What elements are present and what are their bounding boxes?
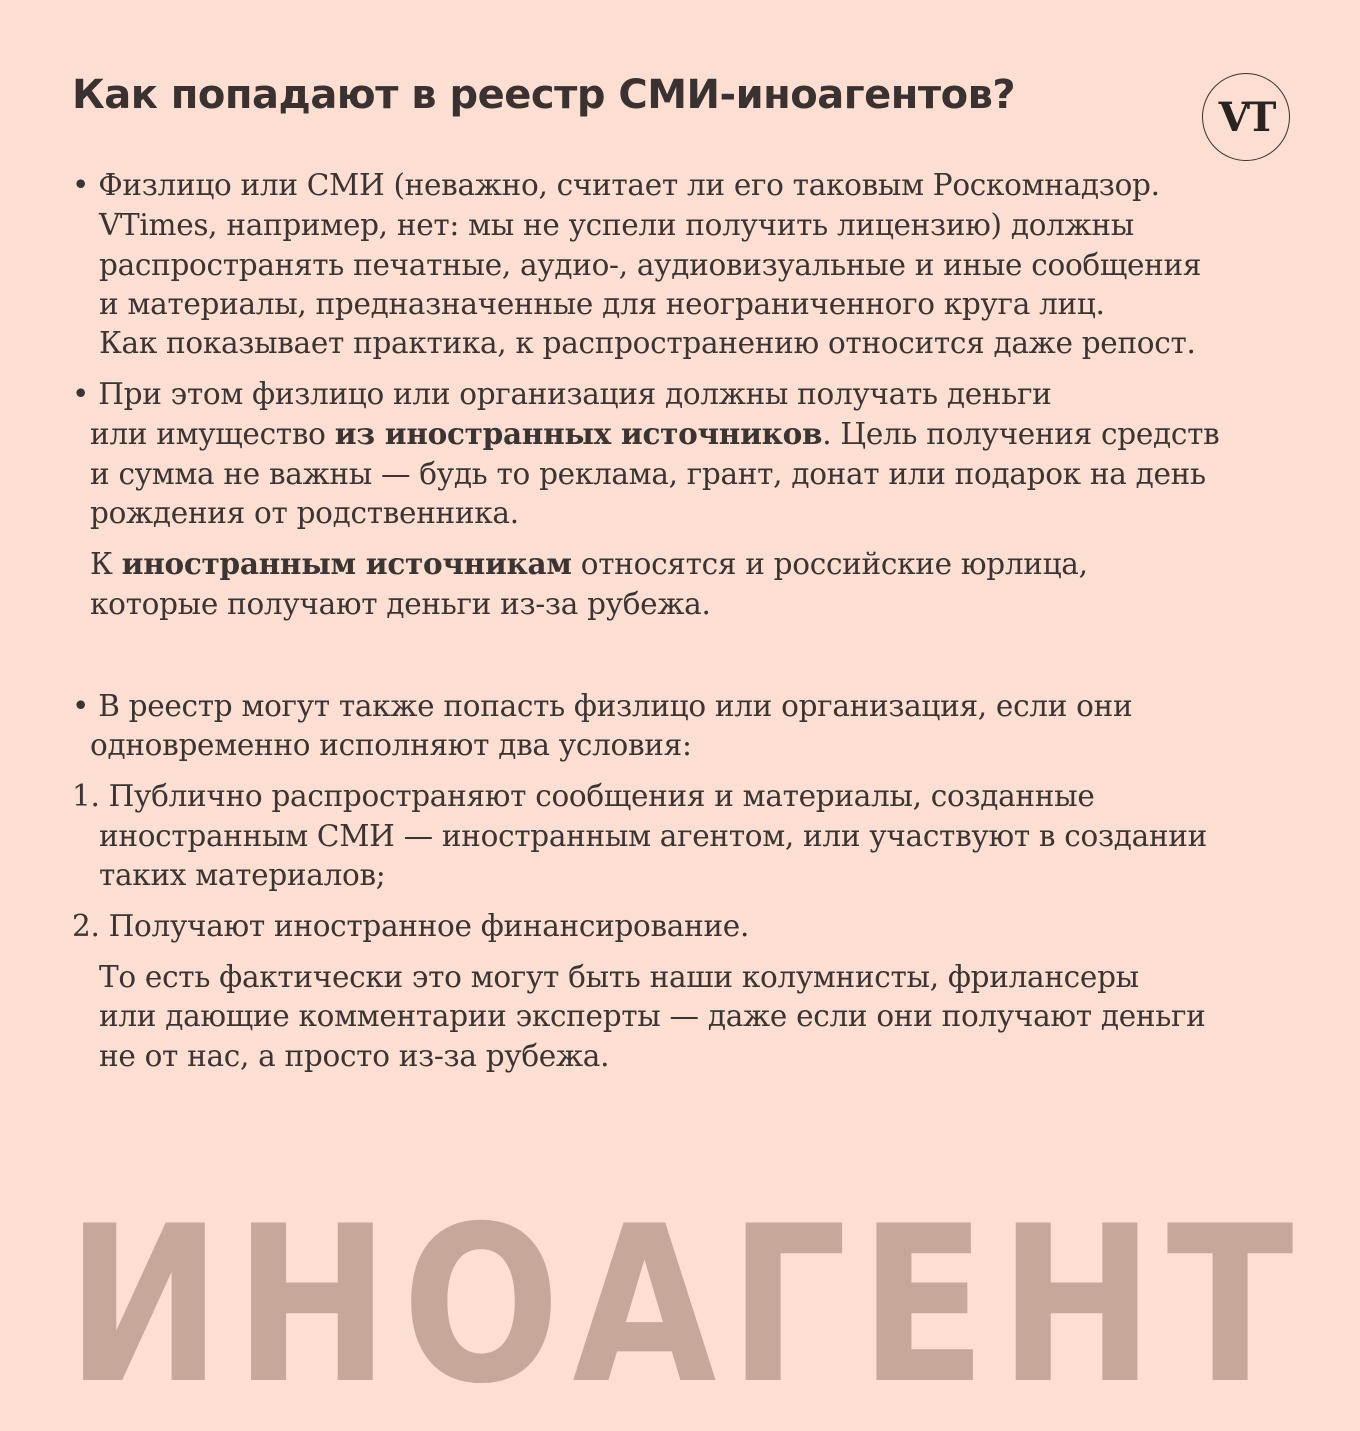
- note-emphasis: иностранным источникам: [121, 546, 572, 581]
- condition-1-line-1: [72, 776, 1094, 816]
- bullet-3-line-2: одновременно исполняют два условия:: [90, 728, 692, 762]
- condition-1-text: Публично распространяют сообщения и материалы, созданные: [108, 779, 1095, 813]
- condition-1-line-2: иностранным СМИ — иностранным агентом, или участвуют в создании: [99, 819, 1208, 853]
- conclusion-line-1: То есть фактически это могут быть наши колумнисты, фрилансеры: [99, 960, 1139, 994]
- bullet-2-note-line-2: которые получают деньги из-за рубежа.: [90, 587, 711, 621]
- condition-number: 1.: [72, 779, 100, 813]
- bullet-1-line-1: [72, 165, 1160, 205]
- bullet-3-line-1: [72, 686, 1132, 726]
- bullet-2-line-3: и сумма не важны — будь то реклама, грант, донат или подарок на день: [90, 457, 1206, 491]
- condition-2-text: Получают иностранное финансирование.: [108, 909, 750, 943]
- bullet-marker: •: [72, 689, 90, 723]
- bullet-2-text-after: . Цель получения средств: [822, 417, 1220, 451]
- condition-2-line-1: [72, 906, 749, 946]
- bullet-2-note-line-1: [90, 544, 1088, 584]
- conclusion-line-2: или дающие комментарии эксперты — даже если они получают деньги: [99, 999, 1206, 1033]
- bullet-2-line-2: [90, 414, 1219, 454]
- bullet-1-line-4: и материалы, предназначенные для неограниченного круга лиц.: [99, 287, 1105, 321]
- bullet-2-line-1: [72, 374, 1052, 414]
- bullet-2-line-4: рождения от родственника.: [90, 496, 519, 530]
- condition-number: 2.: [72, 909, 100, 943]
- bullet-marker: •: [72, 168, 90, 202]
- bullet-2-emphasis: из иностранных источников: [334, 416, 823, 451]
- bullet-2-text-before: или имущество: [90, 417, 335, 451]
- conclusion-line-3: не от нас, а просто из-за рубежа.: [99, 1039, 610, 1073]
- bullet-3-text: В реестр могут также попасть физлицо или организация, если они: [98, 689, 1133, 723]
- condition-1-line-3: таких материалов;: [99, 858, 386, 892]
- note-text-after: относятся и российские юрлица,: [571, 547, 1088, 581]
- bullet-1-text: Физлицо или СМИ (неважно, считает ли его таковым Роскомнадзор.: [98, 168, 1160, 202]
- bullet-1-line-3: распространять печатные, аудио-, аудиовизуальные и иные сообщения: [99, 248, 1202, 282]
- vtimes-logo: VT: [1202, 73, 1290, 161]
- bullet-1-line-5: Как показывает практика, к распространению относится даже репост.: [99, 326, 1196, 360]
- watermark-word: ИНОАГЕНТ: [66, 1180, 1306, 1431]
- bullet-1-line-2: VTimes, например, нет: мы не успели получить лицензию) должны: [99, 208, 1134, 242]
- note-text-before: К: [90, 547, 122, 581]
- bullet-2-text: При этом физлицо или организация должны получать деньги: [98, 377, 1052, 411]
- bullet-marker: •: [72, 377, 90, 411]
- page-title: Как попадают в реестр СМИ-иноагентов?: [72, 72, 1016, 118]
